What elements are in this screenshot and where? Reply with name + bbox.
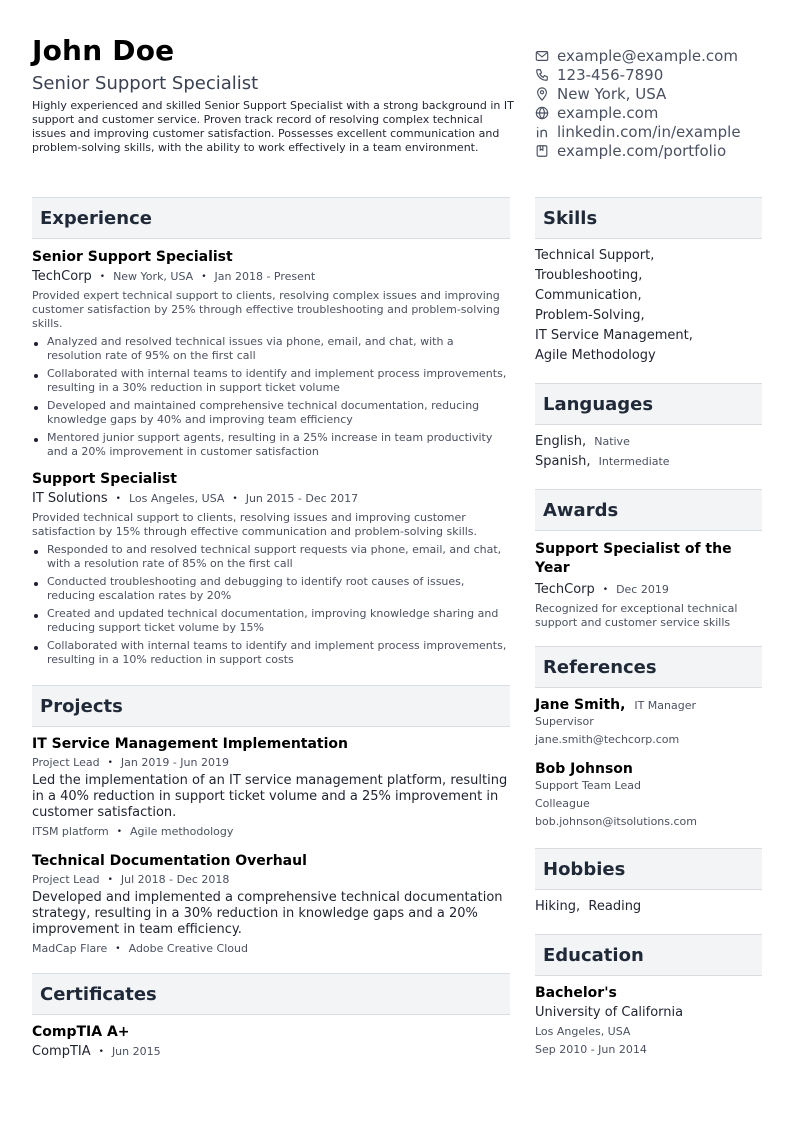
highlight-item: Mentored junior support agents, resulting in a 25% increase in team productivity and a 20% improvement in customer satisfaction [32,431,510,459]
hobbies-text: Hiking, Reading [535,899,642,914]
reference-name: Bob Johnson [535,761,633,777]
job-title: Support Specialist [32,471,177,487]
linkedin-icon [535,125,549,139]
award-name: Support Specialist of the Year [535,541,732,576]
project-name: Technical Documentation Overhaul [32,853,307,869]
reference-item [535,761,762,831]
job-highlights [32,543,510,667]
project-dates: Jul 2018 - Dec 2018 [120,873,230,886]
language-item [535,432,762,452]
hobbies-heading: Hobbies [535,848,762,890]
left-column [32,197,510,1059]
education-heading: Education [535,934,762,976]
reference-name-line [535,697,762,713]
company-name: IT Solutions [32,491,108,506]
reference-email[interactable]: bob.johnson@itsolutions.com [535,815,698,828]
language-name: Spanish, [535,454,591,469]
mail-icon [535,49,549,63]
profile-summary: Highly experienced and skilled Senior Support Specialist with a strong background in IT support and customer service. Proven track record of resolving complex technical issues and improving customer satisfaction. Possesses excellent communication and problem-solving skills, with the ability to work effectively in a team environment. [32,99,514,154]
contact-portfolio-text: example.com/portfolio [557,141,727,160]
highlight-item: Collaborated with internal teams to identify and implement process improvements, resulting in a 30% reduction in support ticket volume [32,367,510,395]
project-item [32,736,510,838]
bookmark-icon [535,144,549,158]
job-highlights [32,335,510,459]
skill-item: Communication, [535,288,642,303]
certificate-name: CompTIA A+ [32,1024,130,1040]
skill-item: Technical Support, [535,248,655,263]
contact-location-text: New York, USA [557,84,667,103]
language-item [535,452,762,472]
project-tag: MadCap Flare [32,942,108,955]
language-level: Native [594,435,630,448]
contact-website-text: example.com [557,103,659,122]
award-date: Dec 2019 [616,583,669,596]
project-tags [32,942,510,955]
reference-name: Jane Smith, [535,697,626,713]
contact-linkedin-text: linkedin.com/in/example [557,122,741,141]
award-description: Recognized for exceptional technical support and customer service skills [535,602,738,629]
education-dates: Sep 2010 - Jun 2014 [535,1043,647,1056]
phone-icon [535,68,549,82]
candidate-headline: Senior Support Specialist [32,73,259,94]
education-location: Los Angeles, USA [535,1025,631,1038]
contact-linkedin[interactable] [535,122,785,141]
separator-dot: • [602,584,609,595]
project-tags [32,825,510,838]
award-item [535,540,762,630]
skills-heading: Skills [535,197,762,239]
reference-name-line [535,761,762,777]
project-name: IT Service Management Implementation [32,736,349,752]
languages-heading: Languages [535,383,762,425]
reference-item [535,697,762,749]
language-level: Intermediate [598,455,670,468]
contact-list [535,46,785,160]
contact-portfolio[interactable] [535,141,785,160]
education-item [535,985,762,1059]
project-tag: Adobe Creative Cloud [128,942,248,955]
right-column [535,197,762,1059]
project-tag: ITSM platform [32,825,109,838]
project-meta [32,873,510,886]
reference-email[interactable]: jane.smith@techcorp.com [535,733,680,746]
reference-relation: Colleague [535,797,590,810]
skill-item: Troubleshooting, [535,268,643,283]
languages-list [535,432,762,472]
company-name: TechCorp [32,269,92,284]
reference-role: IT Manager [634,699,697,712]
experience-item [32,471,510,667]
highlight-item: Collaborated with internal teams to identify and implement process improvements, resulting in a 10% reduction in support costs [32,639,510,667]
contact-email[interactable] [535,46,785,65]
highlight-item: Created and updated technical documentation, improving knowledge sharing and reducing support ticket volume by 15% [32,607,510,635]
project-description: Led the implementation of an IT service management platform, resulting in a 40% reduction in support ticket volume and a 25% improvement in customer satisfaction. [32,773,508,820]
globe-icon [535,106,549,120]
job-dates: Jan 2018 - Present [214,270,316,283]
reference-role: Support Team Lead [535,779,641,792]
awards-heading: Awards [535,489,762,531]
project-tag: Agile methodology [130,825,234,838]
project-description: Developed and implemented a comprehensive technical documentation strategy, resulting in a 30% reduction in knowledge gaps and a 20% improvement in team efficiency. [32,890,503,937]
job-meta [32,491,510,506]
job-title: Senior Support Specialist [32,249,233,265]
project-role: Project Lead [32,873,100,886]
skill-item: IT Service Management, [535,328,693,343]
separator-dot: • [232,493,238,504]
separator-dot: • [201,271,207,282]
award-issuer: TechCorp [535,582,595,597]
certificate-issuer: CompTIA [32,1044,91,1059]
map-pin-icon [535,87,549,101]
candidate-name: John Doe [32,34,175,67]
contact-phone[interactable] [535,65,785,84]
reference-relation: Supervisor [535,715,594,728]
highlight-item: Responded to and resolved technical support requests via phone, email, and chat, with a resolution rate of 85% on the first call [32,543,510,571]
separator-dot: • [116,826,122,837]
job-location: New York, USA [113,270,194,283]
project-role: Project Lead [32,756,100,769]
separator-dot: • [107,874,113,885]
experience-item [32,249,510,459]
skills-list [535,246,762,366]
separator-dot: • [107,757,113,768]
separator-dot: • [99,271,106,282]
highlight-item: Analyzed and resolved technical issues via phone, email, and chat, with a resolution rate of 95% on the first call [32,335,510,363]
skill-item: Agile Methodology [535,348,656,363]
certificate-date: Jun 2015 [111,1045,161,1058]
separator-dot: • [115,943,121,954]
project-item [32,853,510,955]
certificates-heading: Certificates [32,973,510,1015]
school-name: University of California [535,1005,684,1020]
contact-phone-text: 123-456-7890 [557,65,664,84]
job-location: Los Angeles, USA [128,492,225,505]
project-meta [32,756,510,769]
projects-heading: Projects [32,685,510,727]
project-dates: Jan 2019 - Jun 2019 [120,756,229,769]
degree-name: Bachelor's [535,985,617,1001]
certificate-meta [32,1044,510,1059]
contact-location [535,84,785,103]
contact-email-text: example@example.com [557,46,738,65]
references-heading: References [535,646,762,688]
skill-item: Problem-Solving, [535,308,645,323]
separator-dot: • [98,1046,104,1057]
highlight-item: Developed and maintained comprehensive technical documentation, reducing knowledge gaps by 40% and improving team efficiency [32,399,510,427]
separator-dot: • [115,493,121,504]
language-name: English, [535,434,587,449]
experience-heading: Experience [32,197,510,239]
highlight-item: Conducted troubleshooting and debugging to identify root causes of issues, reducing escalation rates by 20% [32,575,510,603]
award-meta [535,582,762,597]
job-meta [32,269,510,284]
job-dates: Jun 2015 - Dec 2017 [245,492,359,505]
job-summary: Provided expert technical support to clients, resolving complex issues and improving customer satisfaction by 25% through effective troubleshooting and problem-solving skills. [32,289,500,330]
certificate-item [32,1024,510,1059]
contact-website[interactable] [535,103,785,122]
job-summary: Provided technical support to clients, resolving issues and improving customer satisfaction by 15% through effective communication and problem-solving skills. [32,511,478,538]
